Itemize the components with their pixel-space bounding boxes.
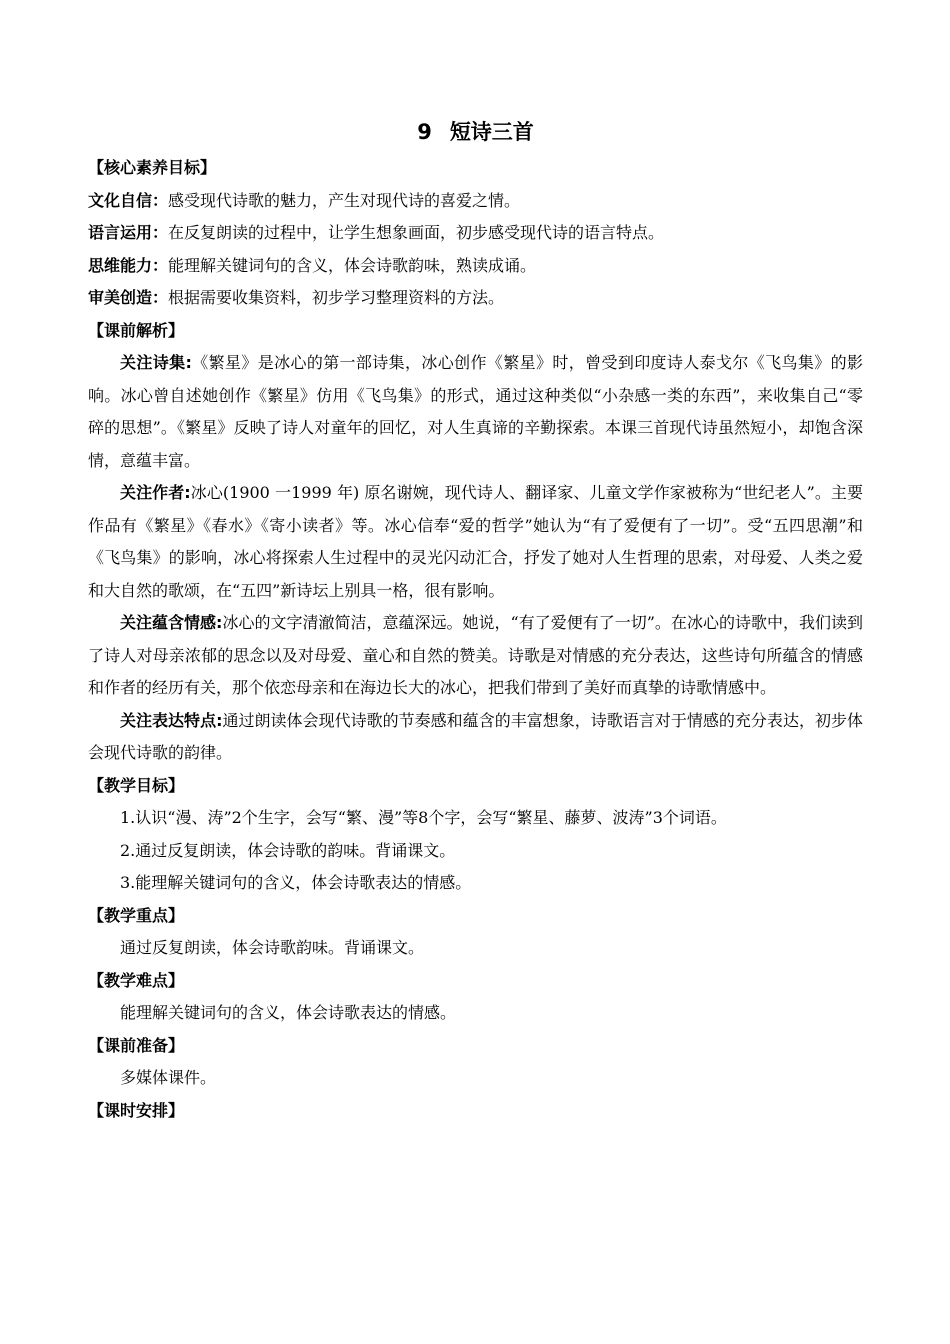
analysis-paragraph: 关注诗集:《繁星》是冰心的第一部诗集，冰心创作《繁星》时，曾受到印度诗人泰戈尔《飞鸟集》的影响。冰心曾自述她创作《繁星》仿用《飞鸟集》的形式，通过这种类似“小杂感一类的东西”，来收集自己“零碎的思想”。《繁星》反映了诗人对童年的回忆，对人生真谛的辛勤探索。本课三首现代诗虽然短小，却饱含深情，意蕴丰富。 (88, 353, 863, 470)
analysis-paragraph: 关注作者:冰心(1900 一1999 年) 原名谢婉，现代诗人、翻译家、儿童文学作家被称为“世纪老人”。主要作品有《繁星》《春水》《寄小读者》等。冰心信奉“爱的哲学”她认为“有了爱便有了一切”。受“五四思潮”和《飞鸟集》的影响，冰心将探索人生过程中的灵光闪动汇合，抒发了她对人生哲理的思索，对母爱、人类之爱和大自然的歌颂，在“五四”新诗坛上别具一格，很有影响。 (88, 483, 863, 600)
core-goal-item: 语言运用：在反复朗读的过程中，让学生想象画面，初步感受现代诗的语言特点。 (88, 223, 665, 242)
core-goal-item: 文化自信：感受现代诗歌的魅力，产生对现代诗的喜爱之情。 (88, 190, 521, 210)
lesson-title: 短诗三首 (449, 120, 534, 144)
document-page (88, 112, 863, 1127)
analysis-paragraph: 关注蕴含情感:冰心的文字清澈简洁，意蕴深远。她说，“有了爱便有了一切”。在冰心的诗歌中，我们读到了诗人对母亲浓郁的思念以及对母爱、童心和自然的赞美。诗歌是对情感的充分表达，这些诗句所蕴含的情感和作者的经历有关，那个依恋母亲和在海边长大的冰心，把我们带到了美好而真挚的诗歌情感中。 (88, 613, 863, 697)
heading-core-goals: 【核心素养目标】 (88, 158, 217, 177)
analysis-paragraph: 关注表达特点:通过朗读体会现代诗歌的节奏感和蕴含的丰富想象，诗歌语言对于情感的充分表达，初步体会现代诗歌的韵律。 (88, 710, 863, 762)
page-title (88, 112, 863, 152)
heading-key-points: 【教学重点】 (88, 905, 185, 925)
core-goal-item: 思维能力：能理解关键词句的含义，体会诗歌韵味，熟读成诵。 (88, 255, 537, 275)
lesson-number: 9 (417, 120, 432, 144)
heading-analysis: 【课前解析】 (88, 320, 185, 340)
teaching-goal-item: 3.能理解关键词句的含义，体会诗歌表达的情感。 (120, 873, 472, 892)
heading-teaching-goals: 【教学目标】 (88, 775, 185, 795)
preparation-text: 多媒体课件。 (120, 1068, 217, 1087)
heading-difficulties: 【教学难点】 (88, 970, 185, 990)
heading-schedule: 【课时安排】 (88, 1100, 185, 1120)
key-points-text: 通过反复朗读，体会诗歌韵味。背诵课文。 (120, 938, 425, 957)
teaching-goal-item: 2.通过反复朗读，体会诗歌的韵味。背诵课文。 (120, 840, 456, 860)
difficulties-text: 能理解关键词句的含义，体会诗歌表达的情感。 (120, 1003, 457, 1022)
heading-preparation: 【课前准备】 (88, 1035, 185, 1055)
teaching-goal-item: 1.认识“漫、涛”2个生字，会写“繁、漫”等8个字，会写“繁星、藤萝、波涛”3个词语。 (120, 808, 727, 827)
core-goal-item: 审美创造：根据需要收集资料，初步学习整理资料的方法。 (88, 288, 505, 307)
